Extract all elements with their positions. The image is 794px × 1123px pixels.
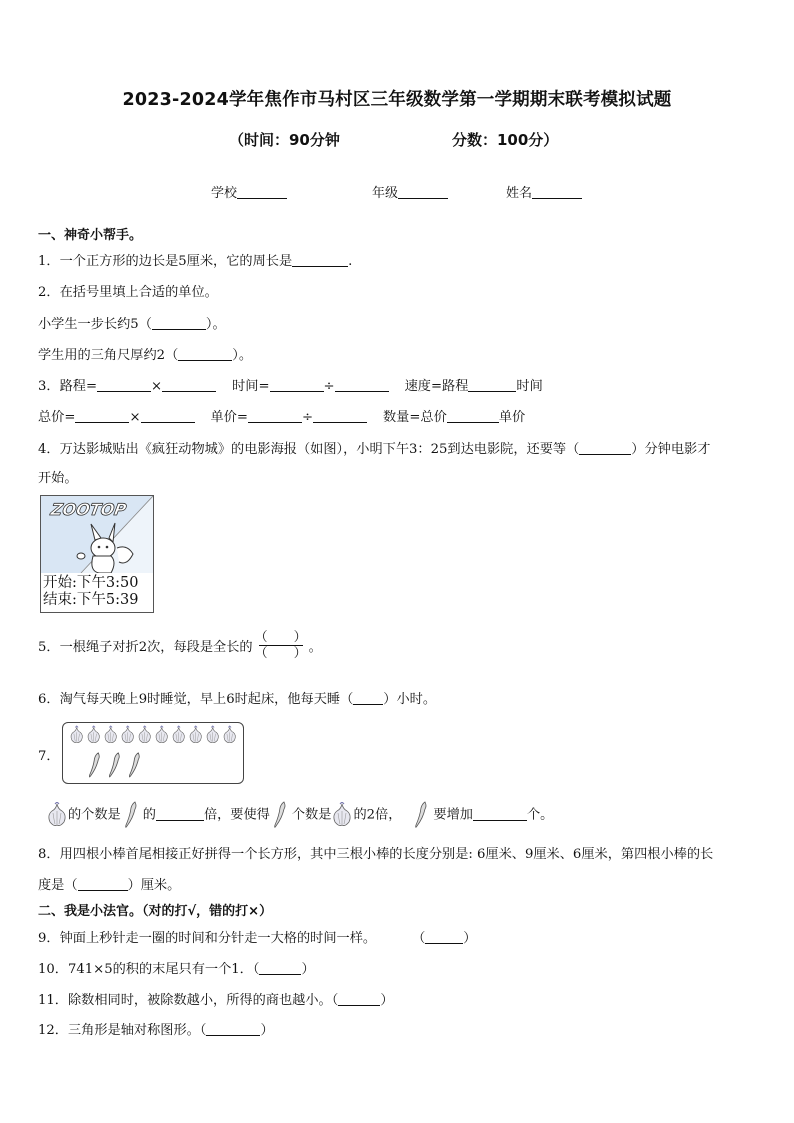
section-1-title: 一、神奇小帮手。: [38, 228, 143, 243]
fraction-blank[interactable]: [255, 630, 307, 661]
q3-r1-label: 3．路程=: [38, 379, 98, 394]
page-title: 2023-2024学年焦作市马村区三年级数学第一学期期末联考模拟试题: [122, 90, 672, 110]
pepper-icon: [109, 753, 119, 777]
q7-blank-1[interactable]: [156, 807, 204, 821]
q3-r2-div: ÷: [301, 410, 313, 425]
school-label: 学校: [211, 186, 238, 201]
question-1: [38, 250, 352, 269]
q3-r2-op: ×: [129, 410, 141, 425]
poster-art: [41, 496, 153, 573]
q3-r1-div: ÷: [323, 379, 335, 394]
q12-end: ）: [260, 1023, 274, 1038]
q11-blank[interactable]: [338, 992, 380, 1006]
garlic-icon: [156, 726, 167, 743]
q3-r1-blank-2[interactable]: [162, 378, 216, 392]
garlic-icon: [71, 726, 82, 743]
question-6: [38, 688, 436, 707]
q7-text-1: 的个数是: [68, 807, 121, 823]
pepper-icon: [121, 800, 143, 830]
grade-blank[interactable]: [398, 185, 448, 199]
exam-score: 分数：100分）: [452, 131, 559, 149]
q3-r1-blank-5[interactable]: [468, 378, 516, 392]
q2a-end: ）。: [205, 317, 226, 332]
garlic-icon: [173, 726, 184, 743]
question-8-cont: [38, 874, 180, 893]
q11-end: ）: [380, 993, 394, 1008]
question-3-row-1: [38, 375, 543, 394]
poster-end-time: 结束:下午5:39: [43, 592, 139, 608]
garlic-icon: [139, 726, 150, 743]
q4-blank[interactable]: [579, 441, 631, 455]
question-11: [38, 989, 394, 1008]
question-4-cont: 开始。: [38, 471, 78, 486]
q10-end: ）: [301, 962, 315, 977]
q9-text: 9．钟面上秒针走一圈的时间和分针走一大格的时间一样。: [38, 931, 377, 946]
q3-r2-blank-2[interactable]: [141, 409, 195, 423]
q1-blank[interactable]: [292, 253, 348, 267]
vegetable-illustration: [63, 723, 243, 783]
q3-r2-price-word: 单价: [498, 410, 526, 425]
question-3-row-2: [38, 406, 525, 425]
q1-text: 1．一个正方形的边长是5厘米，它的周长是: [38, 254, 293, 269]
q3-r1-blank-1[interactable]: [97, 378, 151, 392]
garlic-icon: [46, 802, 68, 828]
q8-text: 度是（: [38, 878, 78, 893]
fraction-numerator: （ ）: [254, 630, 307, 645]
q7-text-5: 的2倍，: [353, 807, 402, 823]
q3-r2-blank-1[interactable]: [75, 409, 129, 423]
q3-r1-blank-3[interactable]: [270, 378, 324, 392]
question-9: [38, 927, 476, 946]
question-5: [38, 630, 322, 661]
q6-end: ）小时。: [383, 692, 437, 707]
question-7-number: 7．: [38, 749, 60, 764]
q4-text-2: ）分钟电影才: [631, 442, 711, 457]
q7-text-6: 要增加: [433, 807, 473, 823]
q9-blank[interactable]: [425, 930, 463, 944]
q7-text-7: 个。: [526, 807, 554, 823]
q3-r1-speed-label: 速度=路程: [404, 379, 469, 394]
question-2b: [38, 344, 252, 363]
q10-text: 10．741×5的积的末尾只有一个1．（: [38, 962, 260, 977]
name-blank[interactable]: [532, 185, 582, 199]
question-4: [38, 438, 710, 457]
question-12: [38, 1019, 274, 1038]
name-field: [506, 182, 582, 201]
garlic-icon: [207, 726, 218, 743]
q3-r2-label: 总价=: [38, 410, 76, 425]
question-10: [38, 958, 315, 977]
garlic-icon: [190, 726, 201, 743]
q4-text: 4．万达影城贴出《疯狂动物城》的电影海报（如图），小明下午3：25到达电影院，还要等（: [38, 442, 580, 457]
garlic-icon: [105, 726, 116, 743]
poster-times: [43, 575, 138, 609]
q5-text: 5．一根绳子对折2次，每段是全长的: [38, 640, 253, 655]
q2a-text: 小学生一步长约5（: [38, 317, 152, 332]
q2b-blank[interactable]: [178, 347, 232, 361]
school-field: [211, 182, 287, 201]
q10-blank[interactable]: [259, 961, 301, 975]
q8-blank[interactable]: [78, 877, 128, 891]
q3-r2-blank-5[interactable]: [447, 409, 499, 423]
garlic-icon: [331, 802, 353, 828]
exam-time: （时间：90分钟: [229, 131, 340, 149]
q3-r2-blank-3[interactable]: [248, 409, 302, 423]
poster-start-time: 开始:下午3:50: [43, 575, 139, 591]
q7-text-3: 倍，要使得: [203, 807, 270, 823]
q7-text-2: 的: [142, 807, 156, 823]
pepper-icon: [129, 753, 139, 777]
garlic-icon: [122, 726, 133, 743]
question-7-text: [46, 800, 553, 830]
school-blank[interactable]: [237, 185, 287, 199]
q6-blank[interactable]: [353, 691, 383, 705]
pepper-icon: [411, 800, 433, 830]
name-label: 姓名: [506, 186, 533, 201]
q3-r2-qty-label: 数量=总价: [383, 410, 447, 425]
garlic-icon: [88, 726, 99, 743]
q3-r1-time-label: 时间=: [232, 379, 270, 394]
section-2-title: 二、我是小法官。（对的打√，错的打×）: [38, 904, 273, 919]
q12-blank[interactable]: [206, 1022, 260, 1036]
q11-text: 11．除数相同时，被除数越小，所得的商也越小。（: [38, 993, 339, 1008]
grade-field: [372, 182, 448, 201]
q2b-end: ）。: [232, 348, 253, 363]
q3-r1-op: ×: [151, 379, 163, 394]
question-2a: [38, 313, 226, 332]
q9-paren-left: （: [412, 931, 426, 946]
question-8: 8．用四根小棒首尾相接正好拼得一个长方形，其中三根小棒的长度分别是: 6厘米、9厘米、6厘米，第四根小棒的长: [38, 847, 714, 862]
question-2: 2．在括号里填上合适的单位。: [38, 285, 218, 300]
q2b-text: 学生用的三角尺厚约2（: [38, 348, 179, 363]
q8-end: ）厘米。: [127, 878, 181, 893]
q3-r2-price-label: 单价=: [210, 410, 248, 425]
q2a-blank[interactable]: [152, 316, 206, 330]
fraction-denominator: （ ）: [254, 646, 307, 661]
q1-end: .: [348, 254, 353, 269]
grade-label: 年级: [372, 186, 399, 201]
q7-blank-2[interactable]: [473, 807, 527, 821]
vegetable-box: [62, 722, 244, 784]
q5-end: 。: [308, 640, 322, 655]
poster-logo: ZOOTOP: [49, 500, 128, 519]
q3-r1-blank-4[interactable]: [335, 378, 389, 392]
pepper-icon: [270, 800, 292, 830]
q3-r1-time-word: 时间: [516, 379, 543, 394]
pepper-icon: [89, 753, 99, 777]
movie-poster: [40, 495, 154, 613]
q3-r2-blank-4[interactable]: [313, 409, 367, 423]
q6-text: 6．淘气每天晚上9时睡觉，早上6时起床，他每天睡（: [38, 692, 354, 707]
garlic-icon: [224, 726, 235, 743]
q9-paren-right: ）: [463, 931, 477, 946]
q7-text-4: 个数是: [291, 807, 332, 823]
q12-text: 12．三角形是轴对称图形。（: [38, 1023, 207, 1038]
